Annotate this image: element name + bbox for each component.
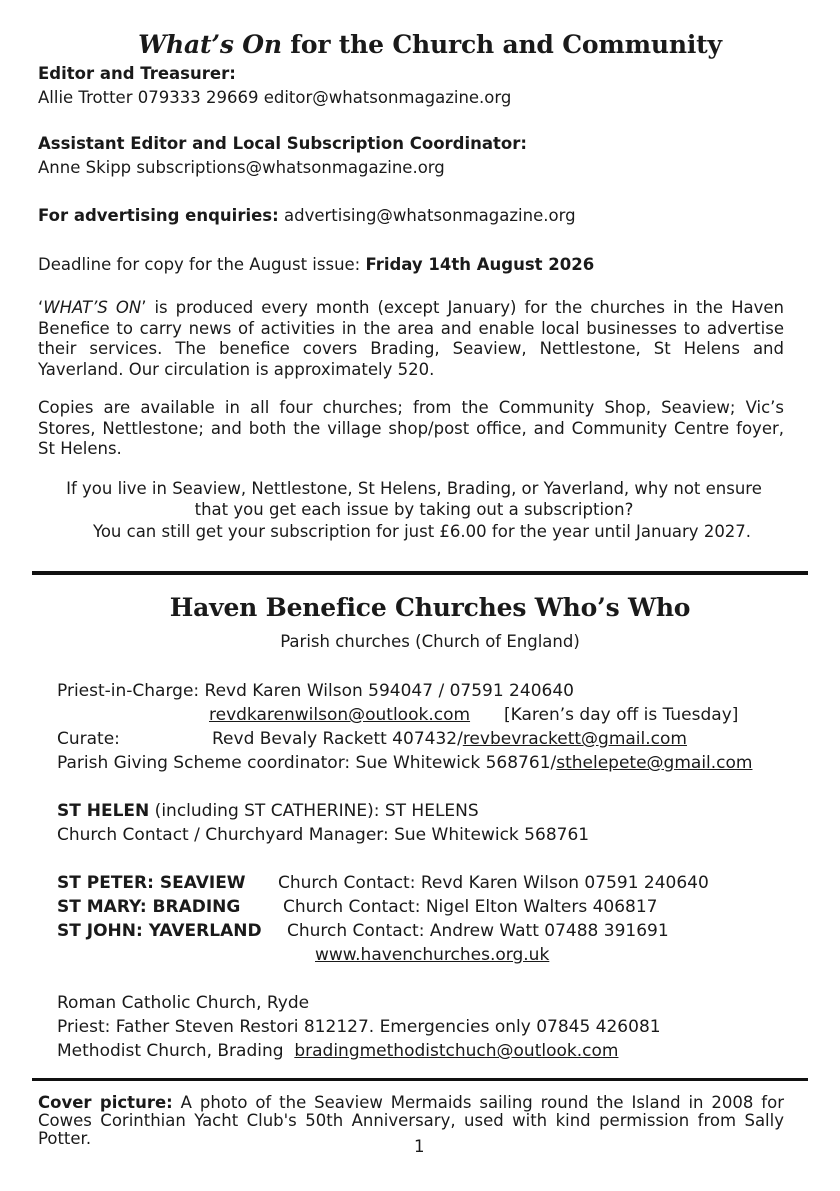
editor-label: Editor and Treasurer: xyxy=(38,64,236,83)
priest-note: [Karen’s day off is Tuesday] xyxy=(504,705,739,725)
st-helen-contact: Church Contact / Churchyard Manager: Sue Whitewick 568761 xyxy=(57,825,590,845)
church-contact-seaview: Church Contact: Revd Karen Wilson 07591 240640 xyxy=(278,873,709,893)
section-divider-top xyxy=(32,571,808,575)
curate-details: Revd Bevaly Rackett 407432/ xyxy=(212,729,463,749)
page-title-italic: What’s On xyxy=(138,30,282,59)
methodist-label: Methodist Church, Brading xyxy=(57,1041,295,1061)
subscribe-line-2: that you get each issue by taking out a subscription? xyxy=(194,500,634,519)
church-name-brading: ST MARY: BRADING xyxy=(57,897,241,917)
priest-email[interactable]: revdkarenwilson@outlook.com xyxy=(209,705,471,725)
curate-email[interactable]: revbevrackett@gmail.com xyxy=(462,729,687,749)
curate-line xyxy=(212,729,687,749)
page-title xyxy=(0,30,840,59)
advertising-line xyxy=(38,206,576,226)
copies-paragraph: Copies are available in all four churches; from the Community Shop, Seaview; Vic’s Stores, Nettlestone; and both the village shop/post office, and Community Centre foyer, St Helens. xyxy=(38,398,784,458)
advertising-email[interactable]: advertising@whatsonmagazine.org xyxy=(278,206,576,225)
assistant-label: Assistant Editor and Local Subscription Coordinator: xyxy=(38,134,527,153)
assistant-details: Anne Skipp subscriptions@whatsonmagazine.org xyxy=(38,158,445,177)
church-contact-yaverland: Church Contact: Andrew Watt 07488 391691 xyxy=(287,921,669,941)
subscribe-line-1: If you live in Seaview, Nettlestone, St Helens, Brading, or Yaverland, why not ensure xyxy=(66,479,762,498)
st-helen-name: ST HELEN xyxy=(57,801,150,821)
rc-church: Roman Catholic Church, Ryde xyxy=(57,993,310,1013)
methodist-email[interactable]: bradingmethodistchuch@outlook.com xyxy=(294,1041,619,1061)
st-helen-heading xyxy=(57,801,479,821)
giving-details: Parish Giving Scheme coordinator: Sue Whitewick 568761/ xyxy=(57,753,557,773)
advertising-label: For advertising enquiries: xyxy=(38,206,279,225)
whoswho-title: Haven Benefice Churches Who’s Who xyxy=(169,593,691,622)
about-name: WHAT’S ON xyxy=(43,298,142,317)
giving-email[interactable]: sthelepete@gmail.com xyxy=(556,753,753,773)
about-paragraph xyxy=(38,298,784,380)
st-helen-rest: (including ST CATHERINE): ST HELENS xyxy=(149,801,479,821)
deadline-line xyxy=(38,255,594,275)
priest-line: Priest-in-Charge: Revd Karen Wilson 594047 / 07591 240640 xyxy=(57,681,574,701)
section-divider-bottom xyxy=(32,1078,808,1081)
deadline-date: Friday 14th August 2026 xyxy=(365,255,595,274)
curate-label: Curate: xyxy=(57,729,120,749)
website-link[interactable]: www.havenchurches.org.uk xyxy=(315,945,550,965)
page-title-rest: for the Church and Community xyxy=(281,30,722,59)
cover-text: A photo of the Seaview Mermaids sailing round the Island in 2008 for Cowes Corinthian Yacht Club's 50th Anniversary, used with kind permission from Sally Potter. xyxy=(38,1093,784,1148)
page-number: 1 xyxy=(414,1137,425,1156)
rc-priest: Priest: Father Steven Restori 812127. Emergencies only 07845 426081 xyxy=(57,1017,661,1037)
church-name-yaverland: ST JOHN: YAVERLAND xyxy=(57,921,262,941)
cover-label: Cover picture: xyxy=(38,1093,173,1112)
editor-details: Allie Trotter 079333 29669 editor@whatsonmagazine.org xyxy=(38,88,512,107)
about-quote: ‘ xyxy=(38,298,44,317)
subscribe-line-3: You can still get your subscription for just £6.00 for the year until January 2027. xyxy=(92,522,752,541)
methodist-line xyxy=(57,1041,618,1061)
about-text: ’ is produced every month (except January) for the churches in the Haven Benefice to carry news of activities in the area and enable local businesses to advertise their services. The benefice covers Brading, Seaview, Nettlestone, St Helens and Yaverland. Our circulation is approximately 520. xyxy=(38,298,784,379)
church-contact-brading: Church Contact: Nigel Elton Walters 406817 xyxy=(283,897,658,917)
deadline-text: Deadline for copy for the August issue: xyxy=(38,255,366,274)
giving-line xyxy=(57,753,752,773)
church-name-seaview: ST PETER: SEAVIEW xyxy=(57,873,246,893)
cover-paragraph xyxy=(38,1094,784,1148)
whoswho-subtitle: Parish churches (Church of England) xyxy=(280,632,580,651)
